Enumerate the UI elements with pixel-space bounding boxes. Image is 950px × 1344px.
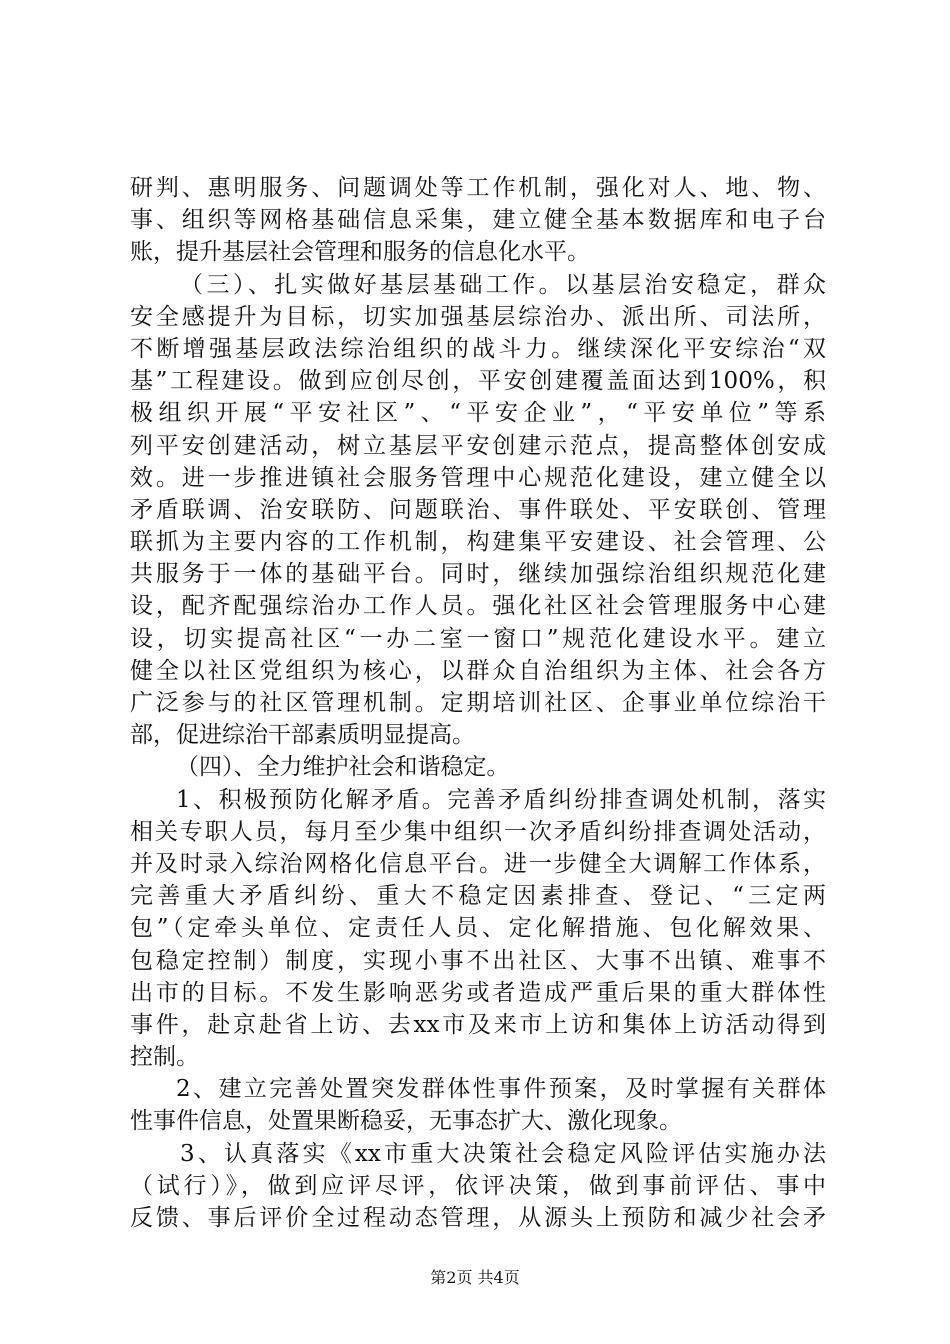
text-line: 包”（定牵头单位、定责任人员、定化解措施、包化解效果、	[130, 915, 826, 942]
text-line: 账，提升基层社会管理和服务的信息化水平。	[130, 239, 590, 266]
text-line: 控制。	[130, 1044, 199, 1071]
text-line: 矛盾联调、治安联防、问题联治、事件联处、平安联创、管理	[130, 496, 826, 523]
text-line: 事、组织等网格基础信息采集，建立健全基本数据库和电子台	[130, 207, 826, 234]
text-line: 3、认真落实《xx市重大决策社会稳定风险评估实施办法	[180, 1140, 826, 1167]
text-line: 包稳定控制）制度，实现小事不出社区、大事不出镇、难事不	[130, 947, 826, 974]
text-line: 反馈、事后评价全过程动态管理，从源头上预防和减少社会矛	[130, 1205, 826, 1231]
page-footer: 第2页 共4页	[430, 1268, 520, 1287]
text-line: 极组织开展“平安社区”、“平安企业”，“平安单位”等系	[130, 400, 826, 427]
text-line: 设，配齐配强综治办工作人员。强化社区社会管理服务中心建	[130, 593, 826, 620]
text-line: 不断增强基层政法综治组织的战斗力。继续深化平安综治“双	[130, 335, 826, 362]
text-line: 研判、惠明服务、问题调处等工作机制，强化对人、地、物、	[130, 175, 826, 201]
text-line: 共服务于一体的基础平台。同时，继续加强综治组织规范化建	[130, 561, 826, 588]
text-line: （四）、全力维护社会和谐稳定。	[176, 754, 510, 781]
text-line: 相关专职人员，每月至少集中组织一次矛盾纠纷排查调处活动，	[130, 818, 826, 845]
text-line: 健全以社区党组织为核心，以群众自治组织为主体、社会各方	[130, 657, 826, 684]
text-line: 设，切实提高社区“一办二室一窗口”规范化建设水平。建立	[130, 625, 826, 652]
text-line: 广泛参与的社区管理机制。定期培训社区、企事业单位综治干	[130, 690, 826, 716]
text-line: （试行）》，做到应评尽评，依评决策，做到事前评估、事中	[130, 1172, 826, 1199]
text-line: 安全感提升为目标，切实加强基层综治办、派出所、司法所，	[130, 303, 826, 330]
text-line: 效。进一步推进镇社会服务管理中心规范化建设，建立健全以	[130, 464, 826, 491]
text-line: 事件，赴京赴省上访、去xx市及来市上访和集体上访活动得到	[130, 1011, 826, 1038]
text-line: （三）、扎实做好基层基础工作。以基层治安稳定，群众	[180, 271, 826, 298]
text-line: 联抓为主要内容的工作机制，构建集平安建设、社会管理、公	[130, 529, 826, 556]
text-line: 并及时录入综治网格化信息平台。进一步健全大调解工作体系，	[130, 850, 826, 877]
text-line: 部，促进综治干部素质明显提高。	[130, 722, 475, 749]
text-line: 列平安创建活动，树立基层平安创建示范点，提高整体创安成	[130, 432, 826, 459]
text-line: 1、积极预防化解矛盾。完善矛盾纠纷排查调处机制，落实	[176, 786, 826, 813]
text-line: 基”工程建设。做到应创尽创，平安创建覆盖面达到100%，积	[130, 368, 826, 395]
text-line: 性事件信息，处置果断稳妥，无事态扩大、激化现象。	[130, 1108, 682, 1135]
text-line: 2、建立完善处置突发群体性事件预案，及时掌握有关群体	[176, 1076, 826, 1103]
body-text	[130, 172, 826, 1234]
text-line: 出市的目标。不发生影响恶劣或者造成严重后果的重大群体性	[130, 979, 826, 1006]
text-line: 完善重大矛盾纠纷、重大不稳定因素排查、登记、“三定两	[130, 883, 826, 910]
